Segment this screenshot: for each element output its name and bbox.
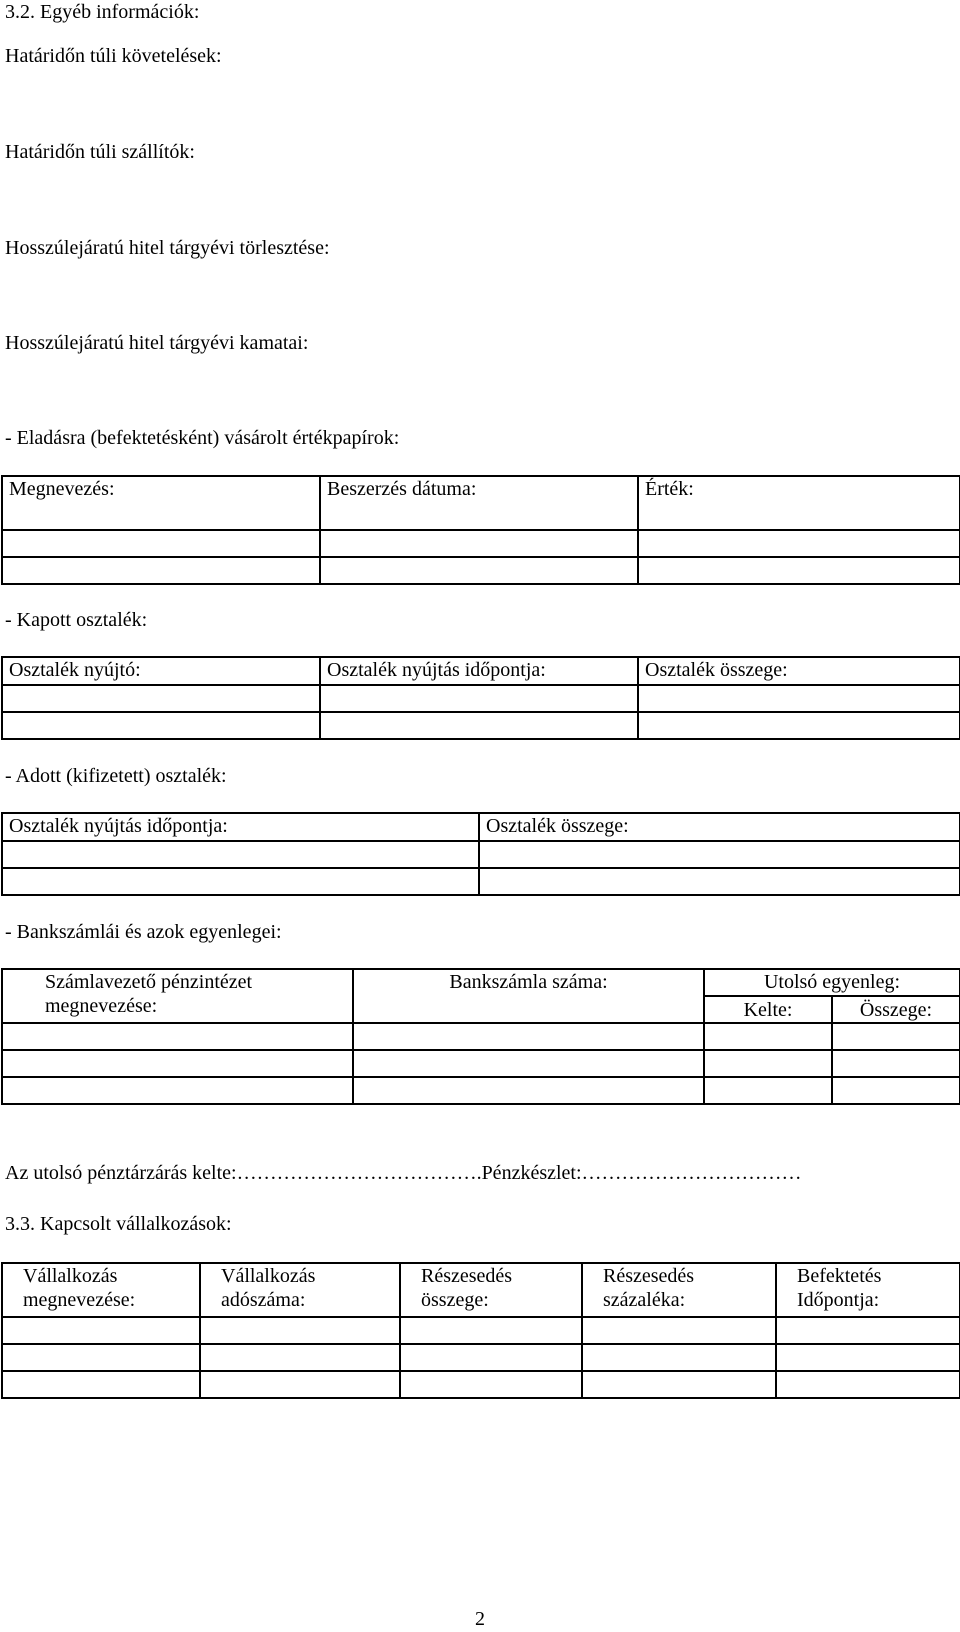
securities-cell[interactable] xyxy=(2,530,320,557)
overdue-suppliers-label: Határidőn túli szállítók: xyxy=(5,141,195,163)
related-cell[interactable] xyxy=(2,1371,200,1398)
section-title: 3.2. Egyéb információk: xyxy=(5,1,200,23)
received-cell[interactable] xyxy=(2,685,320,712)
bank-cell[interactable] xyxy=(832,1077,960,1104)
bank-header-last-balance: Utolsó egyenleg: xyxy=(704,969,960,996)
bank-cell[interactable] xyxy=(832,1023,960,1050)
securities-cell[interactable] xyxy=(638,530,960,557)
cash-closing-line: Az utolsó pénztárzárás kelte:……………………………….Pénzkészlet:…………………………… xyxy=(5,1162,802,1184)
paid-dividend-label: - Adott (kifizetett) osztalék: xyxy=(5,765,227,787)
received-cell[interactable] xyxy=(638,685,960,712)
paid-header-date: Osztalék nyújtás időpontja: xyxy=(2,813,479,841)
bank-cell[interactable] xyxy=(353,1077,704,1104)
bank-cell[interactable] xyxy=(2,1050,353,1077)
related-cell[interactable] xyxy=(400,1371,582,1398)
paid-cell[interactable] xyxy=(2,868,479,895)
longterm-repayment-label: Hosszúlejáratú hitel tárgyévi törlesztése: xyxy=(5,237,330,259)
received-dividend-label: - Kapott osztalék: xyxy=(5,609,148,631)
bank-header-account-number: Bankszámla száma: xyxy=(353,969,704,1023)
paid-dividend-table xyxy=(1,812,960,896)
related-cell[interactable] xyxy=(400,1344,582,1371)
securities-cell[interactable] xyxy=(320,557,638,584)
received-header-date: Osztalék nyújtás időpontja: xyxy=(320,657,638,685)
bank-accounts-table xyxy=(1,968,960,1105)
bank-cell[interactable] xyxy=(704,1077,832,1104)
bank-cell[interactable] xyxy=(353,1050,704,1077)
received-cell[interactable] xyxy=(2,712,320,739)
related-cell[interactable] xyxy=(776,1344,960,1371)
related-header-tax-number: Vállalkozás adószáma: xyxy=(200,1263,400,1317)
page-number: 2 xyxy=(475,1608,485,1630)
bank-header-date: Kelte: xyxy=(704,996,832,1023)
securities-label: - Eladásra (befektetésként) vásárolt értékpapírok: xyxy=(5,427,400,449)
received-header-amount: Osztalék összege: xyxy=(638,657,960,685)
securities-cell[interactable] xyxy=(2,557,320,584)
bank-cell[interactable] xyxy=(704,1050,832,1077)
bank-header-amount: Összege: xyxy=(832,996,960,1023)
bank-cell[interactable] xyxy=(2,1077,353,1104)
securities-header-date: Beszerzés dátuma: xyxy=(320,476,638,530)
related-header-name: Vállalkozás megnevezése: xyxy=(2,1263,200,1317)
bank-cell[interactable] xyxy=(832,1050,960,1077)
received-cell[interactable] xyxy=(638,712,960,739)
related-cell[interactable] xyxy=(200,1317,400,1344)
received-header-provider: Osztalék nyújtó: xyxy=(2,657,320,685)
related-cell[interactable] xyxy=(776,1371,960,1398)
related-cell[interactable] xyxy=(2,1344,200,1371)
securities-header-value: Érték: xyxy=(638,476,960,530)
paid-cell[interactable] xyxy=(2,841,479,868)
securities-header-name: Megnevezés: xyxy=(2,476,320,530)
related-header-investment-date: Befektetés Időpontja: xyxy=(776,1263,960,1317)
received-cell[interactable] xyxy=(320,685,638,712)
paid-cell[interactable] xyxy=(479,841,960,868)
securities-table xyxy=(1,475,960,585)
related-cell[interactable] xyxy=(776,1317,960,1344)
longterm-interest-label: Hosszúlejáratú hitel tárgyévi kamatai: xyxy=(5,332,309,354)
securities-cell[interactable] xyxy=(638,557,960,584)
related-cell[interactable] xyxy=(200,1344,400,1371)
related-cell[interactable] xyxy=(582,1371,776,1398)
related-header-share-percent: Részesedés százaléka: xyxy=(582,1263,776,1317)
bank-accounts-label: - Bankszámlái és azok egyenlegei: xyxy=(5,921,282,943)
bank-cell[interactable] xyxy=(2,1023,353,1050)
overdue-receivables-label: Határidőn túli követelések: xyxy=(5,45,222,67)
received-cell[interactable] xyxy=(320,712,638,739)
related-cell[interactable] xyxy=(582,1317,776,1344)
securities-cell[interactable] xyxy=(320,530,638,557)
related-cell[interactable] xyxy=(582,1344,776,1371)
related-companies-table xyxy=(1,1262,960,1399)
related-header-share-amount: Részesedés összege: xyxy=(400,1263,582,1317)
bank-cell[interactable] xyxy=(704,1023,832,1050)
received-dividend-table xyxy=(1,656,960,740)
related-cell[interactable] xyxy=(200,1371,400,1398)
related-companies-title: 3.3. Kapcsolt vállalkozások: xyxy=(5,1213,232,1235)
bank-header-institution: Számlavezető pénzintézet megnevezése: xyxy=(2,969,353,1023)
related-cell[interactable] xyxy=(2,1317,200,1344)
paid-cell[interactable] xyxy=(479,868,960,895)
paid-header-amount: Osztalék összege: xyxy=(479,813,960,841)
related-cell[interactable] xyxy=(400,1317,582,1344)
bank-cell[interactable] xyxy=(353,1023,704,1050)
